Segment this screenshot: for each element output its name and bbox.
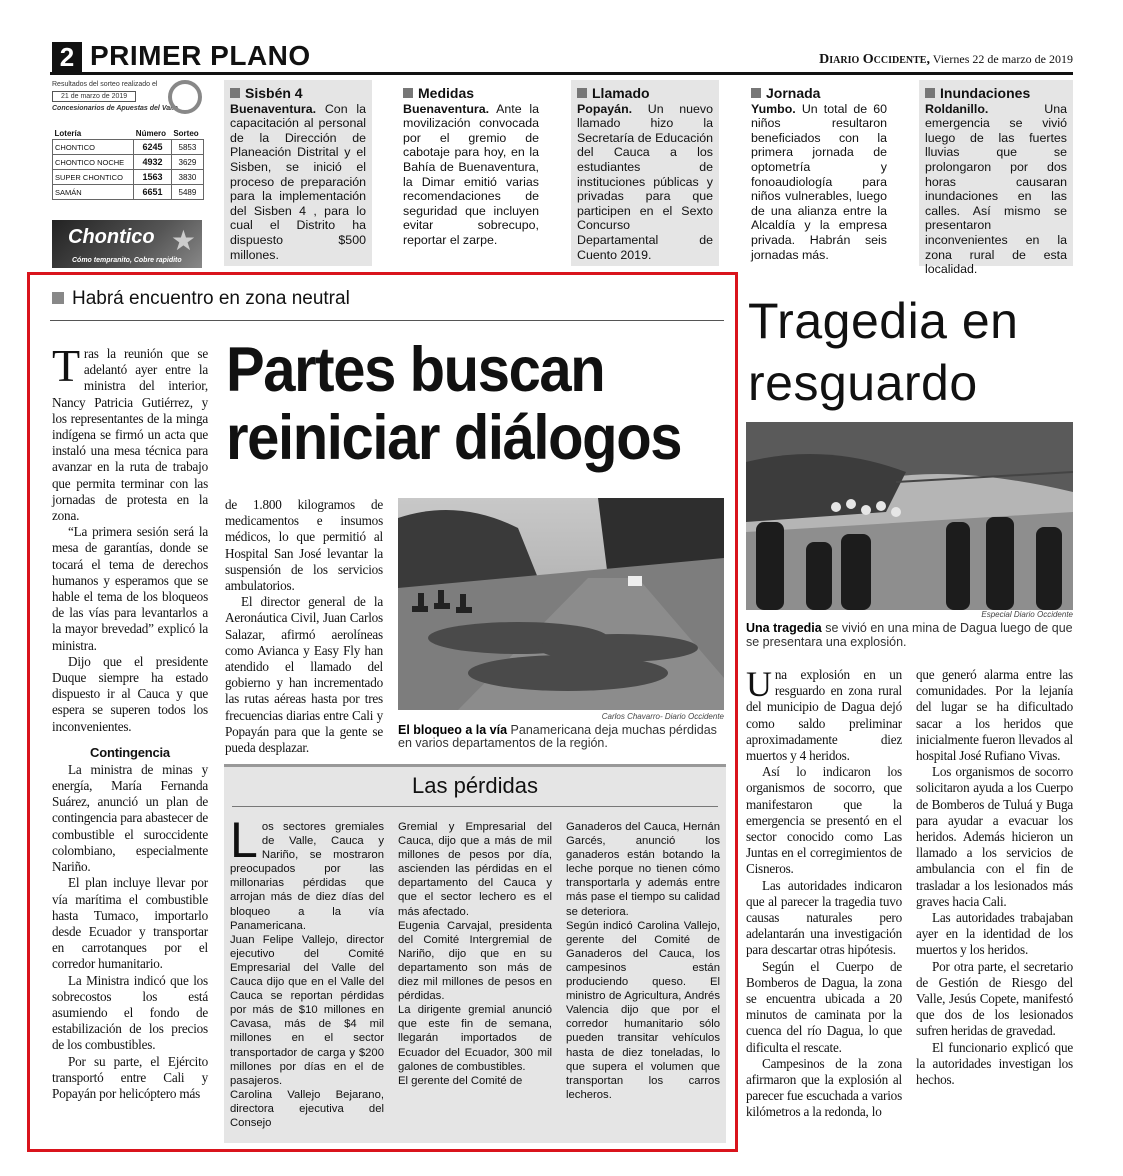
brief-text: Una emergencia se vivió luego de las fuertes lluvias que se prolongaron por dos horas causaran inundaciones en las calles. Así mismo se presentaron inconvenientes en la zona rural de esta localidad.: [925, 101, 1067, 277]
paragraph: Dijo que el presidente Duque siempre ha estado dispuesto ir al Cauca y que espera se superen todos los inconvenientes.: [52, 653, 208, 734]
brief-title: Jornada: [766, 85, 821, 101]
main-column-1: [52, 340, 208, 1102]
brief-title: Medidas: [418, 85, 475, 101]
lottery-results: [52, 80, 204, 270]
caption-lead: Una tragedia: [746, 621, 822, 635]
paragraph: Según indicó Carolina Vallejo, gerente del Comité de Ganaderos del Cauca, los campesinos están produciendo queso. El ministro de Agricultura, Andrés Valencia dijo que por el corredor humanitario sólo pueden transitar vehículos hasta de diez toneladas, lo que supera el volumen que transportan los carros lecheros.: [566, 919, 720, 1101]
lottery-name: SUPER CHONTICO: [53, 170, 134, 185]
table-row: [53, 170, 204, 185]
brief-place: Yumbo.: [751, 101, 796, 116]
edition-date: Viernes 22 de marzo de 2019: [932, 52, 1073, 66]
side-headline: Tragedia en resguardo: [748, 293, 1019, 411]
brief-text: Con la capacitación al personal de la Dirección de Planeación Distrital y el Sisben, se inició el proceso de preparación para la implementación del Sisben 4 , para lo cual el Distrito ha dispuesto $500 millones.: [230, 101, 366, 262]
paragraph: Carolina Vallejo Bejarano, directora ejecutiva del Consejo: [230, 1088, 384, 1129]
lottery-col-header: Número: [135, 129, 167, 138]
rescue-scene-photo: [746, 422, 1073, 610]
lottery-draw: 5489: [171, 185, 203, 200]
brief-place: Buenaventura.: [230, 101, 317, 116]
square-bullet-icon: [577, 88, 587, 98]
box-rule: [232, 806, 718, 807]
lottery-date: 21 de marzo de 2019: [52, 91, 136, 102]
paragraph: Eugenia Carvajal, presidenta del Comité Intergremial de Nariño, dijo que en su departamento son más de diez mil millones de pesos en pérdidas.: [398, 919, 552, 1003]
box-title: Las pérdidas: [412, 773, 538, 798]
caption-lead: El bloqueo a la vía: [398, 723, 508, 737]
lottery-name: SAMÁN: [53, 185, 134, 200]
story-kicker: [52, 288, 350, 310]
kicker-text: Habrá encuentro en zona neutral: [72, 288, 350, 309]
brief-medidas: [397, 80, 545, 266]
brief-jornada: [745, 80, 893, 266]
paragraph: ras la reunión que se adelantó ayer entre la ministra del interior, Nancy Patricia Gutiérrez, y los representantes de la minga indígena se firmó un acta que instaló una mesa técnica para avanzar en la ruta de trabajo que permita terminar con las jornadas de protesta en la zona.: [52, 346, 208, 524]
side-column-2: [916, 667, 1073, 1088]
lottery-concessionaire: Concesionarios de Apuestas del Valle: [52, 105, 178, 112]
lottery-header: Resultados del sorteo realizado el: [52, 81, 158, 88]
paragraph: Por su parte, el Ejército transportó entre Cali y Popayán por helicóptero más: [52, 1053, 208, 1101]
square-bullet-icon: [52, 292, 64, 304]
main-column-2: [225, 497, 383, 756]
brief-text: Un nuevo llamado hizo la Secretaría de Educación del Cauca a los estudiantes de instituciones públicas y privadas para que participen en el Sexto Concurso Departamental de Cuento 2019.: [577, 101, 713, 262]
brief-text: Un total de 60 niños resultaron beneficiados con la primera jornada de optometría y fonoaudiología para niños vulnerables, luego de una alianza entre la Alcaldía y la empresa privada. Habrán seis jornadas más.: [751, 101, 887, 262]
table-row: [53, 140, 204, 155]
lottery-name: CHONTICO: [53, 140, 134, 155]
kicker-rule: [50, 320, 724, 321]
lottery-col-header: Lotería: [54, 129, 82, 138]
lottery-number: 1563: [134, 170, 172, 185]
paragraph: Según el Cuerpo de Bomberos de Dagua, la zona se encuentra ubicada a 20 minutos de caminata por la cuenca del río Dagua, lo que dificulta el rescate.: [746, 958, 902, 1055]
masthead: [819, 52, 1073, 68]
paragraph: El plan incluye llevar por vía marítima el combustible hasta Tumaco, importarlo desde Ecuador y transportar en carrotanques por el corredor humanitario.: [52, 875, 208, 972]
paragraph: El funcionario explicó que la autoridades investigan los hechos.: [916, 1039, 1073, 1088]
section-title: PRIMER PLANO: [90, 40, 311, 71]
square-bullet-icon: [230, 88, 240, 98]
brief-sisben: [224, 80, 372, 266]
paragraph: La ministra de minas y energía, María Fernanda Suárez, anunció un plan de contingencia para abastecer de combustible el suroccidente colombiano, especialmente Nariño.: [52, 761, 208, 875]
box-column-1: [230, 812, 384, 1130]
paragraph: Gremial y Empresarial del Cauca, dijo que a más de mil millones de pesos por día, ascienden las pérdidas en el departamento del Cauca y que el sector lechero es el más afectado.: [398, 821, 552, 918]
brief-title: Llamado: [592, 85, 650, 101]
square-bullet-icon: [925, 88, 935, 98]
paragraph: Así lo indicaron los organismos de socorro, que manifestaron que la emergencia se presentó en el sector conocido como Las Juntas en el corregimientos de Cisneros.: [746, 764, 902, 877]
photo-caption: [398, 724, 724, 750]
subhead: Contingencia: [90, 744, 170, 760]
paragraph: El gerente del Comité de: [398, 1074, 523, 1087]
lottery-number: 6651: [134, 185, 172, 200]
paragraph: Por otra parte, el secretario de Gestión de Riesgo del Valle, Jesús Copete, manifestó que dos de los lesionados sufren heridas de gravedad.: [916, 958, 1073, 1039]
header-rule: [50, 72, 1073, 75]
lottery-draw: 3629: [171, 155, 203, 170]
brief-title: Inundaciones: [940, 85, 1031, 101]
main-headline: Partes buscan reiniciar diálogos: [226, 335, 682, 473]
box-column-3: [566, 820, 720, 1102]
brief-title: Sisbén 4: [245, 85, 303, 101]
lottery-name: CHONTICO NOCHE: [53, 155, 134, 170]
chontico-brand: Chontico: [68, 226, 155, 248]
juegos-logo-icon: [168, 80, 202, 114]
drop-cap: T: [52, 340, 80, 391]
paragraph: El director general de la Aeronáutica Civil, Juan Carlos Salazar, afirmó aerolíneas como Avianca y Easy Fly han atendido el llamado del gobierno y han incrementado las rutas aéreas hasta por tres frecuencias diarias entre Cali y Popayán para que la gente se pueda desplazar.: [225, 594, 383, 756]
paragraph: Las autoridades trabajaban ayer en la identidad de los muertos y los heridos.: [916, 910, 1073, 958]
side-column-1: [746, 664, 902, 1121]
paragraph: Las autoridades indicaron que al parecer la tragedia tuvo causas naturales pero adelantarán una investigación para descartar otras hipótesis.: [746, 877, 902, 958]
brief-llamado: [571, 80, 719, 266]
brief-place: Roldanillo.: [925, 101, 989, 116]
table-row: [53, 185, 204, 200]
paragraph: Los organismos de socorro solicitaron ayuda a los Cuerpo de Bomberos de Tuluá y Buga para ayudar a evacuar los heridos. Además hicieron un llamado a los servicios de ambulancia con el fin de trasladar a los lesionados más graves hacia Cali.: [916, 764, 1073, 909]
square-bullet-icon: [751, 88, 761, 98]
lottery-draw: 3830: [171, 170, 203, 185]
caption-text: se vivió en una mina de Dagua luego de que se presentara una explosión.: [746, 621, 1073, 649]
brief-place: Buenaventura.: [403, 101, 490, 116]
square-bullet-icon: [403, 88, 413, 98]
paragraph: Ganaderos del Cauca, Hernán Garcés, anunció los ganaderos están botando la leche porque no tienen cómo transportarla y además entre más pase el tiempo su calidad se deteriora.: [566, 821, 720, 918]
photo-credit: Carlos Chavarro- Diario Occidente: [601, 712, 724, 721]
lottery-number: 6245: [134, 140, 172, 155]
brief-inundaciones: [919, 80, 1073, 277]
brief-text: Ante la movilización convocada por el gremio de cabotaje para hoy, en la Bahía de Buenaventura, la Dimar emitió varias recomendaciones de seguridad que incluyen evitar sobrecupo, reportar el zarpe.: [403, 101, 539, 247]
chontico-logo: [52, 220, 202, 268]
caption-text: Panamericana deja muchas pérdidas en varios departamentos de la región.: [398, 723, 717, 750]
photo-credit: Especial Diario Occidente: [981, 610, 1073, 619]
lottery-number: 4932: [134, 155, 172, 170]
paragraph: “La primera sesión será la mesa de garantías, donde se tocará el tema de derechos humanos y esperamos que se hable el tema de los bloqueos de las vías para levantarlos a la mayor brevedad” explicó la ministra.: [52, 524, 208, 653]
page-number: 2: [52, 42, 82, 72]
paragraph: na explosión en un resguardo en zona rural del municipio de Dagua dejó como saldo preliminar aproximadamente diez muertos y 4 heridos.: [746, 667, 902, 764]
table-row: [53, 155, 204, 170]
paragraph: de 1.800 kilogramos de medicamentos e insumos médicos, lo que permitió al Hospital San José levantar la suspensión de los servicios ambulatorios.: [225, 497, 383, 594]
paragraph: os sectores gremiales de Valle, Cauca y Nariño, se mostraron preocupados por las millonarias pérdidas que arrojan más de diez días del bloqueo a la vía Panamericana.: [230, 821, 384, 932]
star-icon: ★: [170, 225, 196, 256]
paragraph: La dirigente gremial anunció que este fin de semana, llegarán importados de Ecuador del Ecuador, 300 mil galones de combustibles.: [398, 1004, 552, 1073]
lottery-col-header: Sorteo: [173, 129, 199, 138]
paragraph: La Ministra indicó que los sobrecostos los está asumiendo el fondo de estabilización de los precios de los combustibles.: [52, 972, 208, 1053]
lottery-table: [52, 128, 204, 200]
photo-caption: [746, 621, 1073, 649]
drop-cap: L: [230, 812, 258, 868]
road-blockade-photo: [398, 498, 724, 710]
paragraph: Juan Felipe Vallejo, director ejecutivo del Comité Empresarial del Valle del Cauca dijo que en el Valle del Cauca se reportan pérdidas por más de $10 millones en Cavasa, más de $4 mil millones en el sector transportador de carga y $200 millones por días en el de pasajeros.: [230, 933, 384, 1087]
newspaper-name: Diario Occidente,: [819, 52, 930, 67]
chontico-slogan: Cómo tempranito, Cobre rapidito: [72, 257, 182, 264]
paragraph: Campesinos de la zona afirmaron que la explosión al parecer fue escuchada a varios kilómetros a la redonda, lo: [746, 1055, 902, 1120]
lottery-draw: 5853: [171, 140, 203, 155]
drop-cap: U: [746, 664, 772, 704]
brief-place: Popayán.: [577, 101, 633, 116]
box-column-2: [398, 820, 552, 1088]
paragraph: que generó alarma entre las comunidades. Por la lejanía del lugar se ha dificultado sacar a los heridos que inicialmente fueron llevados al hospital José Rufiano Vivas.: [916, 667, 1073, 764]
